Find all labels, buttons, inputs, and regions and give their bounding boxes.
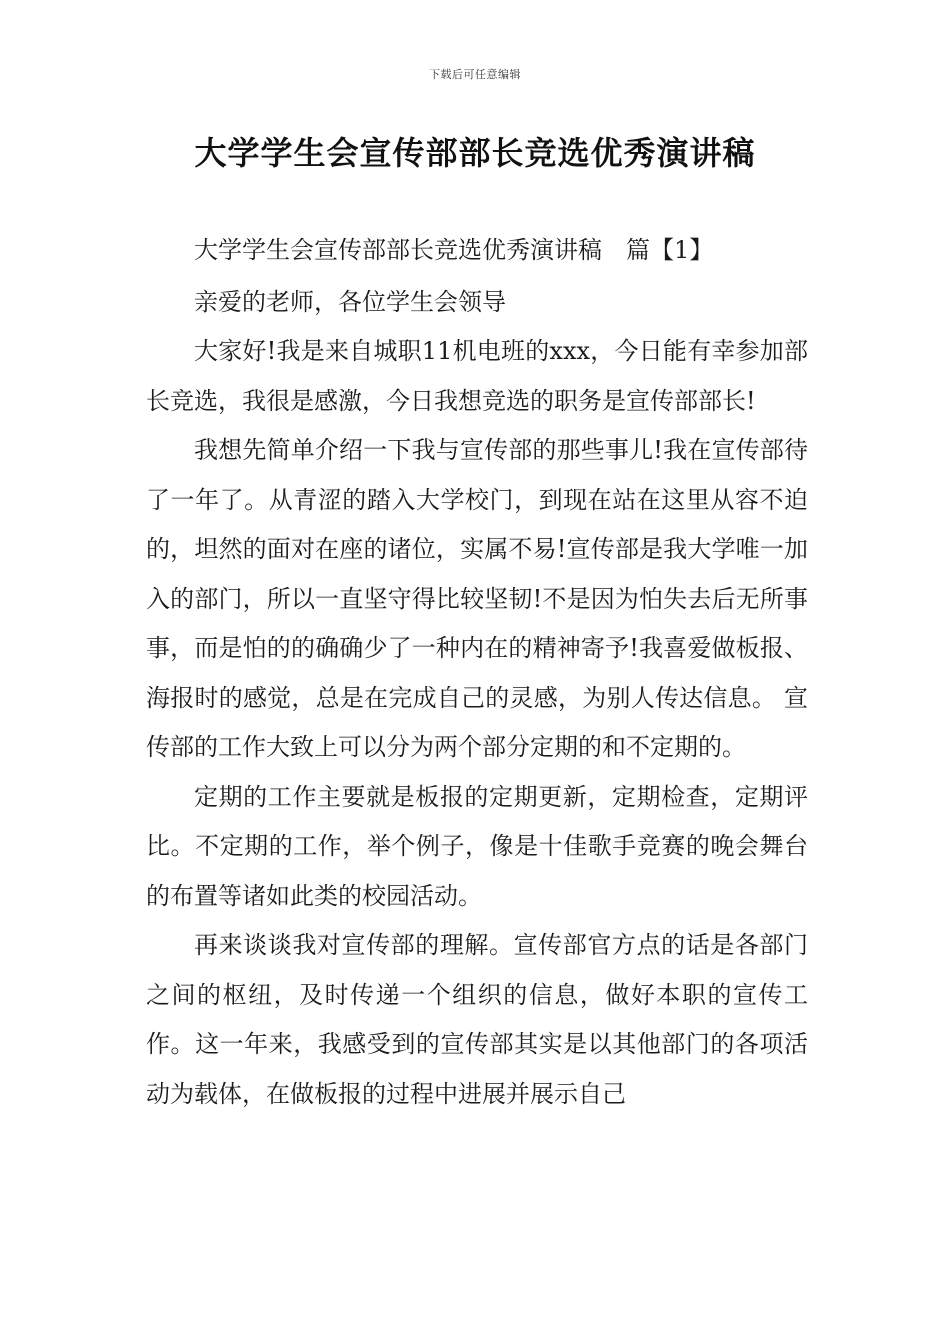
paragraph: 定期的工作主要就是板报的定期更新，定期检查，定期评比。不定期的工作，举个例子，像是十佳歌手竞赛的晚会舞台的布置等诸如此类的校园活动。 (146, 782, 808, 910)
document-body (146, 226, 808, 1119)
document-title: 大学学生会宣传部部长竞选优秀演讲稿 (194, 134, 756, 172)
header-note: 下载后可任意编辑 (429, 68, 521, 81)
paragraph: 大家好!我是来自城职11机电班的xxx，今日能有幸参加部长竞选，我很是感激，今日我想竞选的职务是宣传部部长! (146, 337, 808, 415)
paragraph: 再来谈谈我对宣传部的理解。宣传部官方点的话是各部门之间的枢纽，及时传递一个组织的信息，做好本职的宣传工作。这一年来，我感受到的宣传部其实是以其他部门的各项活动为载体，在做板报的过程中进展并展示自己 (146, 931, 808, 1108)
section-heading: 大学学生会宣传部部长竞选优秀演讲稿 篇【1】 (194, 236, 714, 264)
paragraph: 我想先简单介绍一下我与宣传部的那些事儿!我在宣传部待了一年了。从青涩的踏入大学校门，到现在站在这里从容不迫的，坦然的面对在座的诸位，实属不易!宣传部是我大学唯一加入的部门，所以一直坚守得比较坚韧!不是因为怕失去后无所事事，而是怕的的确确少了一种内在的精神寄予!我喜爱做板报、海报时的感觉，总是在完成自己的灵感，为别人传达信息。 宣传部的工作大致上可以分为两个部分定期的和不定期的。 (146, 436, 808, 761)
salutation: 亲爱的老师，各位学生会领导 (194, 287, 506, 316)
